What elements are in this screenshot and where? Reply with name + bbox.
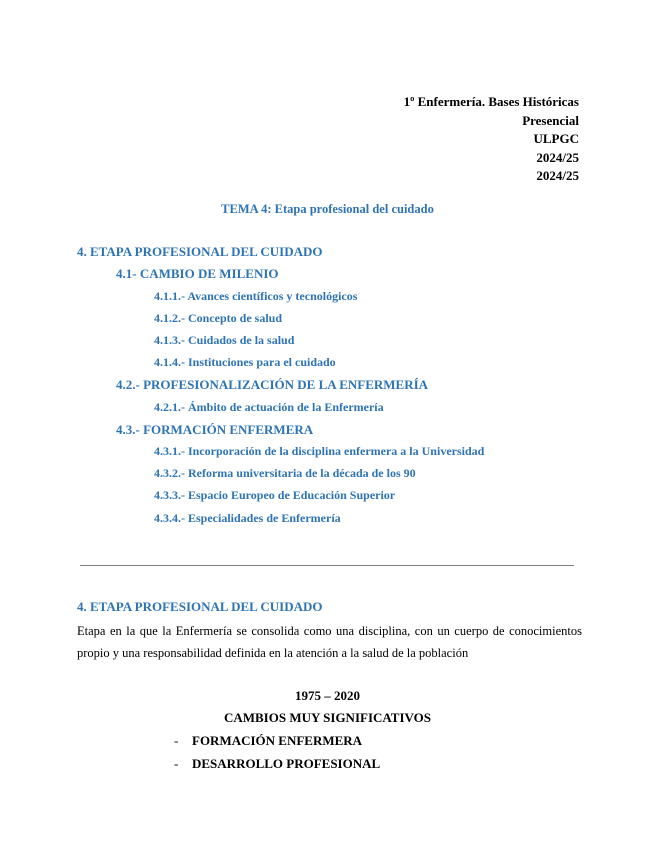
toc-item-4-3-2[interactable]: 4.3.2.- Reforma universitaria de la década de los 90 [154, 466, 416, 480]
toc-item-4-1-3[interactable]: 4.1.3.- Cuidados de la salud [154, 333, 295, 347]
toc-item-4-3-4[interactable]: 4.3.4.- Especialidades de Enfermería [154, 511, 341, 525]
bullet-text-formacion: FORMACIÓN ENFERMERA [192, 733, 363, 748]
header-line-year-repeat: 2024/25 [536, 168, 579, 183]
topic-title: TEMA 4: Etapa profesional del cuidado [221, 202, 434, 216]
horizontal-divider [80, 565, 574, 566]
toc-item-4-1[interactable]: 4.1- CAMBIO DE MILENIO [116, 266, 279, 281]
header-line-year: 2024/25 [536, 149, 579, 165]
section-paragraph: Etapa en la que la Enfermería se consolida como una disciplina, con un cuerpo de conocimientos propio y una responsabilidad definida en la atención a la salud de la población [77, 624, 582, 660]
changes-subtitle: CAMBIOS MUY SIGNIFICATIVOS [223, 710, 432, 725]
header-line-modality: Presencial [522, 112, 579, 128]
bullet-dash: - [174, 756, 179, 771]
toc-item-4-2[interactable]: 4.2.- PROFESIONALIZACIÓN DE LA ENFERMERÍA [116, 377, 429, 392]
toc-item-4-3[interactable]: 4.3.- FORMACIÓN ENFERMERA [116, 422, 314, 437]
header-line-university: ULPGC [533, 131, 579, 146]
section-heading: 4. ETAPA PROFESIONAL DEL CUIDADO [77, 599, 323, 614]
header-line-course: 1º Enfermería. Bases Históricas [403, 94, 579, 109]
period-label: 1975 – 2020 [295, 688, 360, 703]
bullet-item [174, 733, 362, 749]
bullet-dash: - [174, 733, 179, 748]
toc-item-4[interactable]: 4. ETAPA PROFESIONAL DEL CUIDADO [77, 244, 323, 259]
toc-item-4-1-1[interactable]: 4.1.1.- Avances científicos y tecnológicos [154, 289, 358, 303]
toc-item-4-1-2[interactable]: 4.1.2.- Concepto de salud [154, 311, 283, 325]
course-header [404, 93, 579, 186]
toc-item-4-2-1[interactable]: 4.2.1.- Ámbito de actuación de la Enfermería [154, 400, 384, 414]
toc-item-4-3-1[interactable]: 4.3.1.- Incorporación de la disciplina enfermera a la Universidad [154, 444, 485, 458]
toc-item-4-3-3[interactable]: 4.3.3.- Espacio Europeo de Educación Superior [154, 488, 396, 502]
bullet-text-desarrollo: DESARROLLO PROFESIONAL [192, 756, 381, 771]
toc-item-4-1-4[interactable]: 4.1.4.- Instituciones para el cuidado [154, 355, 336, 369]
bullet-item [174, 756, 380, 772]
